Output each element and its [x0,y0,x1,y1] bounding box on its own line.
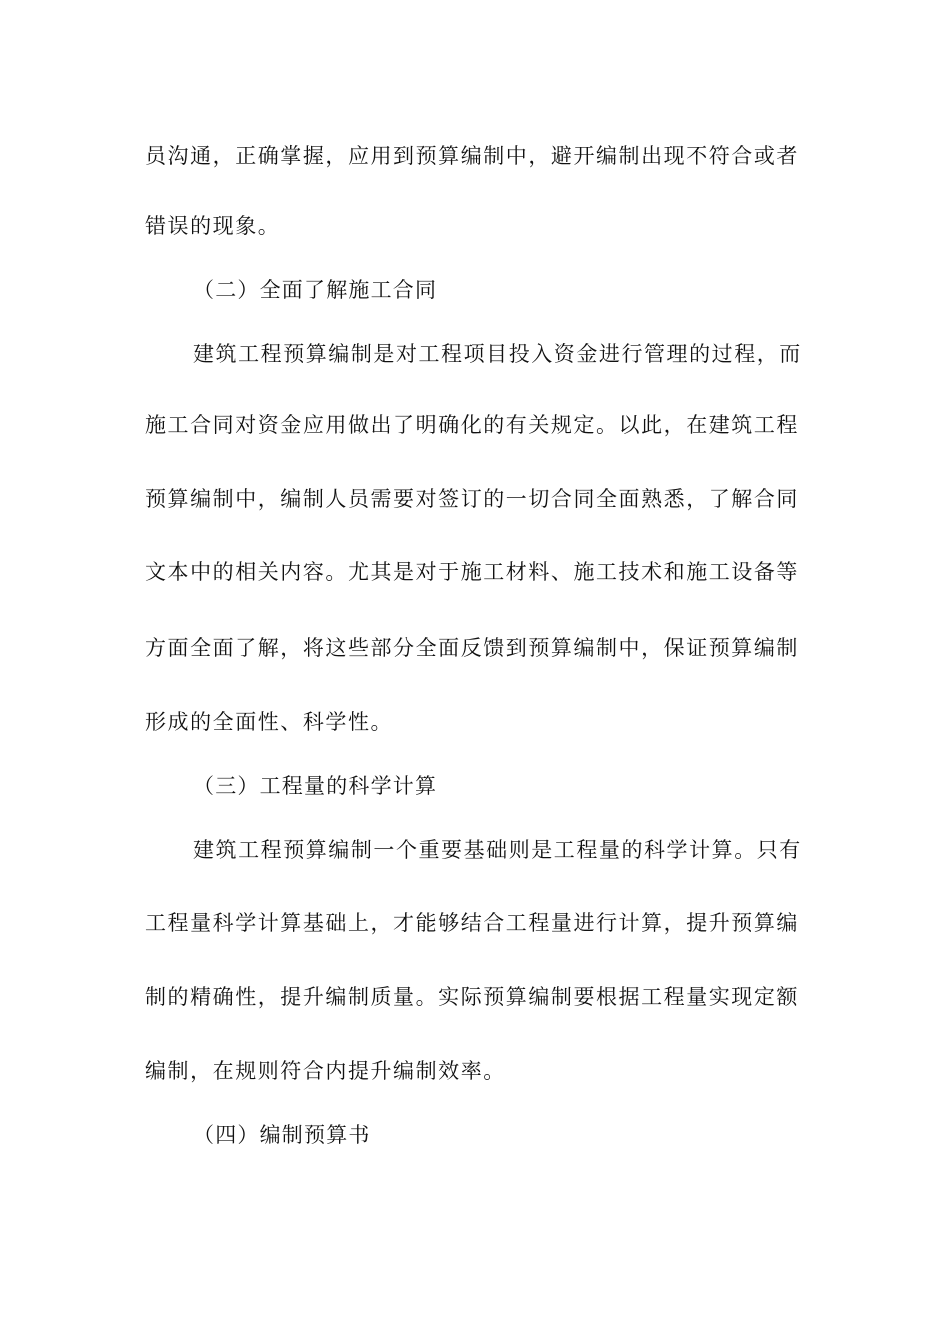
paragraph-line: 形成的全面性、科学性。 [145,710,394,734]
paragraph-line: 员沟通，正确掌握，应用到预算编制中，避开编制出现不符合或者 [145,144,799,168]
paragraph-line: 预算编制中，编制人员需要对签订的一切合同全面熟悉，了解合同 [145,487,799,511]
section-heading-2: （二）全面了解施工合同 [193,278,438,302]
section-heading-3: （三）工程量的科学计算 [193,774,438,798]
paragraph-line: 工程量科学计算基础上，才能够结合工程量进行计算，提升预算编 [145,911,799,935]
paragraph-line: 建筑工程预算编制是对工程项目投入资金进行管理的过程，而 [193,342,802,366]
paragraph-line: 文本中的相关内容。尤其是对于施工材料、施工技术和施工设备等 [145,560,799,584]
paragraph-line: 方面全面了解，将这些部分全面反馈到预算编制中，保证预算编制 [145,636,799,660]
paragraph-line: 编制，在规则符合内提升编制效率。 [145,1059,506,1083]
section-heading-4: （四）编制预算书 [193,1123,371,1147]
paragraph-line: 施工合同对资金应用做出了明确化的有关规定。以此，在建筑工程 [145,413,799,437]
paragraph-line: 错误的现象。 [145,214,281,238]
paragraph-line: 制的精确性，提升编制质量。实际预算编制要根据工程量实现定额 [145,985,799,1009]
paragraph-line: 建筑工程预算编制一个重要基础则是工程量的科学计算。只有 [193,838,802,862]
